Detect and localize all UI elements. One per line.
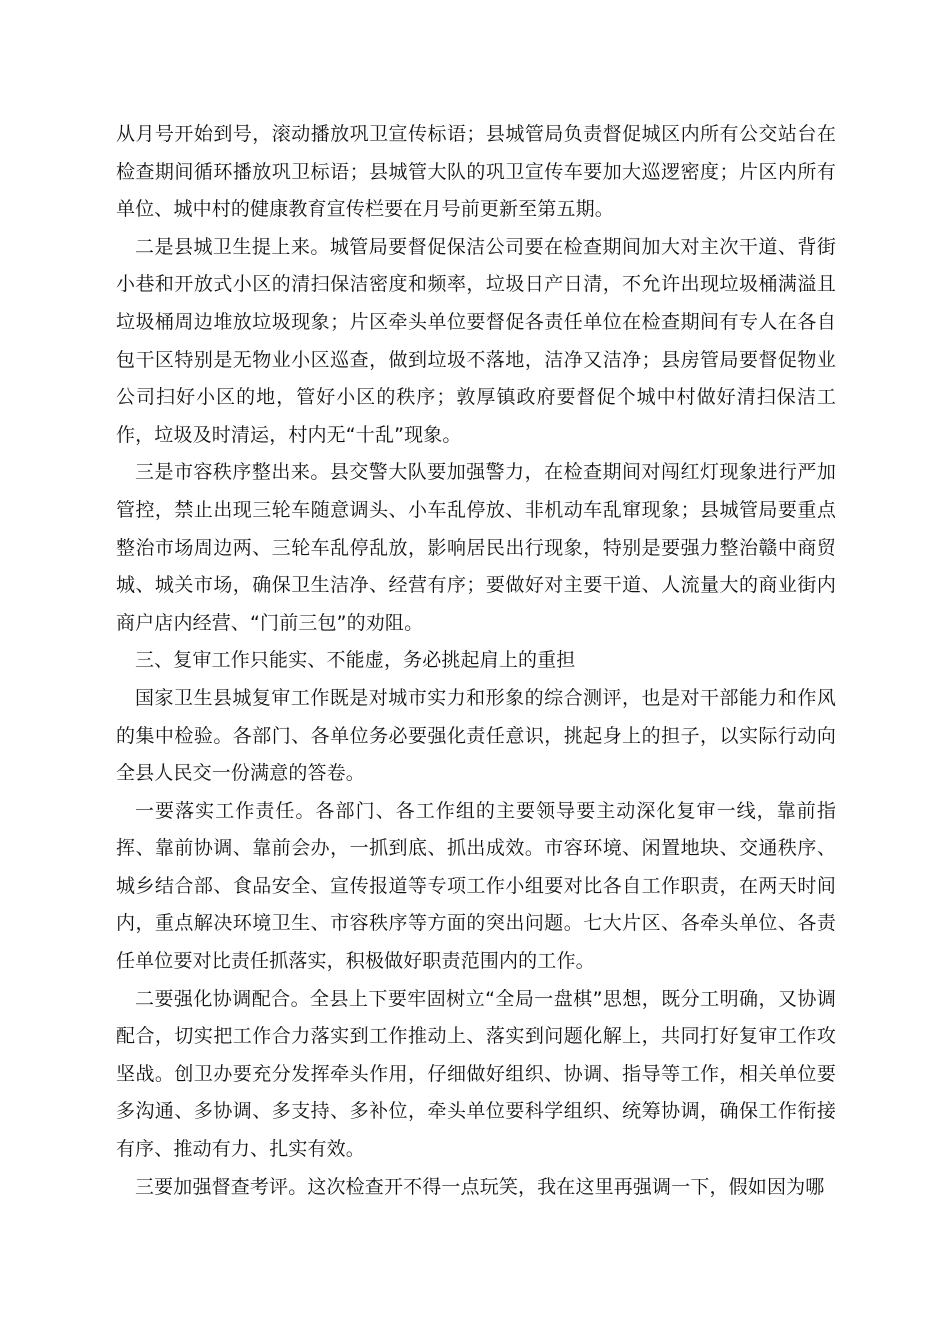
paragraph: 二要强化协调配合。全县上下要牢固树立“全局一盘棋”思想，既分工明确，又协调配合，切实把工作合力落实到工作推动上、落实到问题化解上，共同打好复审工作攻坚战。创卫办要充分发挥牵头作用，仔细做好组织、协调、指导等工作，相关单位要多沟通、多协调、多支持、多补位，牵头单位要科学组织、统筹协调，确保工作衔接有序、推动有力、扎实有效。 — [116, 987, 836, 1161]
paragraph: 从月号开始到号，滚动播放巩卫宣传标语；县城管局负责督促城区内所有公交站台在检查期间循环播放巩卫标语；县城管大队的巩卫宣传车要加大巡逻密度；片区内所有单位、城中村的健康教育宣传栏要在月号前更新至第五期。 — [116, 123, 836, 221]
section-heading: 三、复审工作只能实、不能虚，务必挑起肩上的重担 — [135, 649, 576, 672]
document-body — [116, 116, 836, 1206]
paragraph: 国家卫生县城复审工作既是对城市实力和形象的综合测评，也是对干部能力和作风的集中检验。各部门、各单位务必要强化责任意识，挑起身上的担子，以实际行动向全县人民交一份满意的答卷。 — [116, 686, 836, 785]
paragraph: 一要落实工作责任。各部门、各工作组的主要领导要主动深化复审一线，靠前指挥、靠前协调、靠前会办，一抓到底、抓出成效。市容环境、闲置地块、交通秩序、城乡结合部、食品安全、宣传报道等专项工作小组要对比各自工作职责，在两天时间内，重点解决环境卫生、市容秩序等方面的突出问题。七大片区、各牵头单位、各责任单位要对比责任抓落实，积极做好职责范围内的工作。 — [116, 799, 836, 973]
paragraph: 三是市容秩序整出来。县交警大队要加强警力，在检查期间对闯红灯现象进行严加管控，禁止出现三轮车随意调头、小车乱停放、非机动车乱窜现象；县城管局要重点整治市场周边两、三轮车乱停乱放，影响居民出行现象，特别是要强力整治赣中商贸城、城关市场，确保卫生洁净、经营有序；要做好对主要干道、人流量大的商业街内商户店内经营、“门前三包”的劝阻。 — [116, 461, 836, 634]
paragraph: 三要加强督查考评。这次检查开不得一点玩笑，我在这里再强调一下，假如因为哪 — [135, 1175, 825, 1198]
paragraph: 二是县城卫生提上来。城管局要督促保洁公司要在检查期间加大对主次干道、背街小巷和开放式小区的清扫保洁密度和频率，垃圾日产日清，不允许出现垃圾桶满溢且垃圾桶周边堆放垃圾现象；片区牵头单位要督促各责任单位在检查期间有专人在各自包干区特别是无物业小区巡查，做到垃圾不落地，洁净又洁净；县房管局要督促物业公司扫好小区的地，管好小区的秩序；敦厚镇政府要督促个城中村做好清扫保洁工作，垃圾及时清运，村内无“十乱”现象。 — [116, 235, 836, 446]
